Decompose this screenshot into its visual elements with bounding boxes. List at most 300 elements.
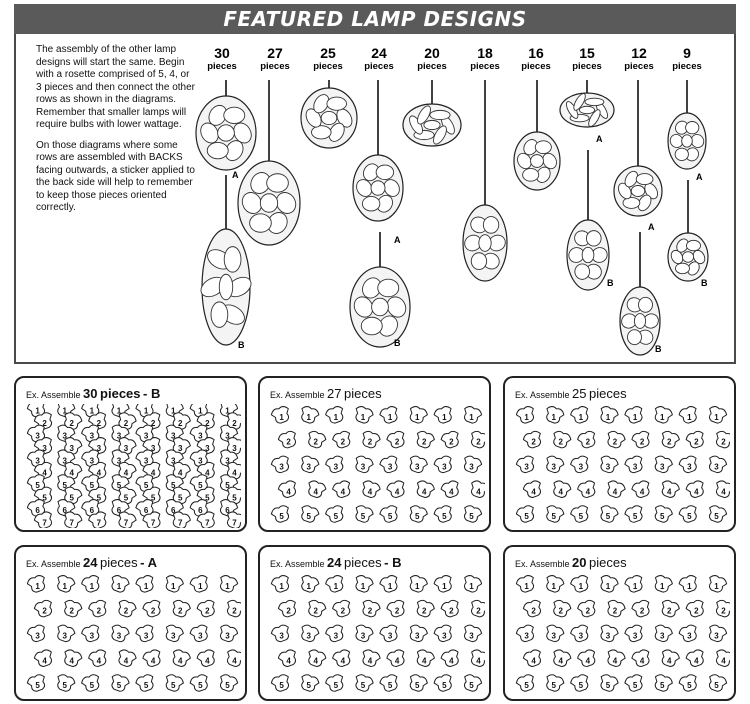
piece-row-number: 3 bbox=[687, 462, 692, 472]
piece-row-number: 2 bbox=[177, 606, 183, 616]
assembly-piece bbox=[678, 673, 700, 693]
assembly-piece bbox=[379, 623, 401, 643]
assembly-piece bbox=[108, 673, 130, 693]
piece-row-number: 2 bbox=[721, 437, 726, 447]
piece-row-number: 3 bbox=[89, 431, 95, 441]
piece-row-number: 1 bbox=[333, 412, 339, 422]
piece-row-number: 4 bbox=[205, 656, 210, 666]
assembly-piece bbox=[352, 673, 374, 693]
assembly-piece bbox=[270, 623, 292, 643]
piece-row-number: 3 bbox=[279, 462, 284, 472]
piece-row-number: 2 bbox=[639, 437, 645, 447]
piece-row-number: 7 bbox=[232, 518, 237, 528]
piece-row-number: 1 bbox=[62, 406, 67, 416]
piece-row-number: 5 bbox=[96, 493, 102, 503]
piece-row-number: 4 bbox=[42, 656, 47, 666]
assembly-piece bbox=[624, 454, 646, 474]
piece-row-number: 5 bbox=[659, 512, 665, 522]
piece-row-number: 5 bbox=[116, 681, 122, 691]
assembly-piece bbox=[522, 479, 544, 499]
assembly-piece bbox=[433, 574, 455, 594]
assembly-piece bbox=[217, 673, 239, 693]
column-header-24: 24 pieces bbox=[364, 45, 394, 72]
assembly-diagram bbox=[268, 573, 485, 697]
assembly-piece bbox=[433, 673, 455, 693]
assembly-piece bbox=[386, 599, 408, 619]
piece-row-number: 1 bbox=[714, 412, 719, 422]
assembly-piece bbox=[87, 599, 109, 619]
piece-row-number: 1 bbox=[387, 581, 393, 591]
piece-row-number: 5 bbox=[632, 512, 638, 522]
assembly-piece bbox=[379, 405, 401, 425]
assembly-piece bbox=[652, 504, 674, 524]
assembly-piece bbox=[270, 504, 292, 524]
assembly-piece bbox=[26, 574, 48, 594]
assembly-piece bbox=[543, 574, 565, 594]
assembly-piece bbox=[379, 673, 401, 693]
piece-row-number: 7 bbox=[150, 518, 156, 528]
piece-row-number: 3 bbox=[632, 462, 638, 472]
piece-row-number: 5 bbox=[632, 681, 638, 691]
piece-row-number: 3 bbox=[198, 456, 203, 466]
piece-row-number: 2 bbox=[286, 606, 291, 616]
piece-row-number: 5 bbox=[170, 681, 176, 691]
piece-row-number: 5 bbox=[578, 681, 584, 691]
assembly-piece bbox=[26, 673, 48, 693]
piece-row-number: 3 bbox=[35, 431, 40, 441]
piece-row-number: 4 bbox=[694, 487, 699, 497]
piece-row-number: 1 bbox=[333, 581, 339, 591]
assembly-piece bbox=[115, 599, 137, 619]
assembly-piece bbox=[706, 623, 728, 643]
assembly-piece bbox=[550, 648, 572, 668]
piece-row-number: 3 bbox=[714, 631, 719, 641]
piece-row-number: 7 bbox=[42, 518, 47, 528]
piece-row-number: 5 bbox=[232, 493, 237, 503]
piece-row-number: 2 bbox=[585, 437, 591, 447]
piece-row-number: 5 bbox=[714, 512, 719, 522]
assembly-piece bbox=[359, 648, 381, 668]
piece-row-number: 3 bbox=[333, 631, 339, 641]
piece-row-number: 1 bbox=[414, 581, 420, 591]
assembly-piece bbox=[33, 648, 55, 668]
piece-row-number: 1 bbox=[551, 412, 556, 422]
piece-row-number: 5 bbox=[469, 512, 474, 522]
piece-row-number: 4 bbox=[666, 487, 672, 497]
assembly-piece bbox=[569, 504, 591, 524]
piece-row-number: 5 bbox=[306, 681, 311, 691]
assembly-piece bbox=[324, 405, 346, 425]
piece-row-number: 1 bbox=[442, 412, 447, 422]
piece-row-number: 4 bbox=[340, 487, 346, 497]
assembly-piece bbox=[270, 574, 292, 594]
assembly-piece bbox=[659, 599, 681, 619]
panel-title: Ex. Assemble 24 pieces - A bbox=[26, 555, 157, 570]
label-15-a: A bbox=[596, 134, 603, 144]
assembly-piece bbox=[189, 574, 211, 594]
assembly-piece bbox=[624, 673, 646, 693]
piece-row-number: 3 bbox=[524, 631, 529, 641]
assembly-piece bbox=[597, 504, 619, 524]
piece-row-number: 5 bbox=[69, 493, 74, 503]
piece-row-number: 1 bbox=[89, 406, 95, 416]
column-header-30: 30 pieces bbox=[207, 45, 237, 72]
piece-row-number: 3 bbox=[333, 462, 339, 472]
assembly-piece bbox=[324, 454, 346, 474]
assembly-piece bbox=[461, 504, 483, 524]
piece-row-number: 5 bbox=[687, 681, 692, 691]
assembly-piece bbox=[631, 430, 653, 450]
assembly-piece bbox=[54, 574, 76, 594]
piece-row-number: 4 bbox=[666, 656, 672, 666]
assembly-diagram bbox=[513, 573, 730, 697]
assembly-piece bbox=[652, 574, 674, 594]
label-24-a: A bbox=[394, 235, 401, 245]
assembly-piece bbox=[305, 430, 327, 450]
piece-row-number: 2 bbox=[694, 606, 699, 616]
piece-row-number: 1 bbox=[524, 581, 529, 591]
assembly-piece bbox=[379, 504, 401, 524]
piece-row-number: 1 bbox=[605, 581, 611, 591]
piece-row-number: 4 bbox=[558, 656, 563, 666]
assembly-piece bbox=[678, 405, 700, 425]
piece-row-number: 1 bbox=[632, 412, 638, 422]
panel-title: Ex. Assemble 20 pieces bbox=[515, 555, 627, 570]
piece-row-number: 5 bbox=[170, 481, 176, 491]
piece-row-number: 2 bbox=[666, 606, 672, 616]
assembly-panel-25 bbox=[503, 376, 736, 532]
assembly-piece bbox=[569, 574, 591, 594]
assembly-piece bbox=[379, 454, 401, 474]
label-12-a: A bbox=[648, 222, 655, 232]
assembly-piece bbox=[324, 673, 346, 693]
assembly-piece bbox=[652, 673, 674, 693]
assembly-piece bbox=[550, 479, 572, 499]
piece-row-number: 4 bbox=[150, 656, 156, 666]
assembly-piece bbox=[468, 479, 485, 499]
assembly-diagram bbox=[513, 404, 730, 528]
piece-row-number: 3 bbox=[96, 443, 102, 453]
piece-row-number: 1 bbox=[387, 412, 393, 422]
assembly-piece bbox=[331, 479, 353, 499]
piece-row-number: 3 bbox=[35, 456, 40, 466]
assembly-piece bbox=[631, 648, 653, 668]
assembly-piece bbox=[550, 430, 572, 450]
assembly-piece bbox=[631, 479, 653, 499]
piece-row-number: 3 bbox=[578, 462, 584, 472]
assembly-piece bbox=[522, 599, 544, 619]
piece-row-number: 4 bbox=[232, 656, 237, 666]
piece-row-number: 3 bbox=[225, 456, 230, 466]
assembly-piece bbox=[142, 599, 164, 619]
piece-row-number: 3 bbox=[469, 462, 474, 472]
piece-row-number: 5 bbox=[198, 681, 203, 691]
piece-row-number: 5 bbox=[116, 481, 122, 491]
assembly-piece bbox=[224, 648, 241, 668]
piece-row-number: 5 bbox=[687, 512, 692, 522]
piece-row-number: 4 bbox=[449, 487, 454, 497]
piece-row-number: 2 bbox=[531, 606, 536, 616]
intro-paragraph-2: On those diagrams where some rows are assembled with BACKS facing outwards, a sticker applied to the back side will help to remember to keep those pieces oriented correctly. bbox=[36, 139, 195, 213]
piece-row-number: 3 bbox=[177, 443, 183, 453]
assembly-piece bbox=[685, 599, 707, 619]
piece-row-number: 5 bbox=[150, 493, 156, 503]
assembly-piece bbox=[142, 648, 164, 668]
piece-row-number: 2 bbox=[612, 606, 618, 616]
piece-row-number: 3 bbox=[143, 431, 149, 441]
piece-row-number: 1 bbox=[687, 412, 692, 422]
piece-row-number: 1 bbox=[360, 581, 366, 591]
assembly-piece bbox=[461, 673, 483, 693]
assembly-piece bbox=[631, 599, 653, 619]
panel-title: Ex. Assemble 24 pieces - B bbox=[270, 555, 402, 570]
assembly-piece bbox=[522, 648, 544, 668]
piece-row-number: 3 bbox=[469, 631, 474, 641]
assembly-piece bbox=[597, 405, 619, 425]
assembly-piece bbox=[576, 479, 598, 499]
assembly-piece bbox=[515, 623, 537, 643]
assembly-piece bbox=[407, 623, 429, 643]
assembly-piece bbox=[170, 648, 192, 668]
assembly-piece bbox=[597, 454, 619, 474]
assembly-piece bbox=[550, 599, 572, 619]
piece-row-number: 4 bbox=[476, 656, 481, 666]
assembly-piece bbox=[440, 599, 462, 619]
piece-row-number: 2 bbox=[476, 606, 481, 616]
assembly-piece bbox=[576, 430, 598, 450]
assembly-piece bbox=[685, 430, 707, 450]
piece-row-number: 3 bbox=[387, 631, 393, 641]
assembly-piece bbox=[170, 599, 192, 619]
assembly-piece bbox=[543, 405, 565, 425]
assembly-panel-27 bbox=[258, 376, 491, 532]
piece-row-number: 1 bbox=[687, 581, 692, 591]
assembly-piece bbox=[298, 623, 320, 643]
column-header-9: 9 pieces bbox=[672, 45, 702, 72]
piece-row-number: 1 bbox=[469, 581, 474, 591]
assembly-piece bbox=[515, 504, 537, 524]
label-15-b: B bbox=[607, 278, 614, 288]
piece-row-number: 1 bbox=[89, 581, 95, 591]
piece-row-number: 1 bbox=[632, 581, 638, 591]
piece-row-number: 4 bbox=[123, 468, 129, 478]
assembly-piece bbox=[414, 648, 436, 668]
piece-row-number: 4 bbox=[177, 468, 183, 478]
assembly-piece bbox=[305, 599, 327, 619]
assembly-piece bbox=[359, 599, 381, 619]
assembly-piece bbox=[569, 623, 591, 643]
piece-row-number: 7 bbox=[69, 518, 74, 528]
assembly-piece bbox=[652, 405, 674, 425]
assembly-piece bbox=[515, 574, 537, 594]
piece-row-number: 2 bbox=[394, 606, 400, 616]
assembly-piece bbox=[659, 430, 681, 450]
column-header-20: 20 pieces bbox=[417, 45, 447, 72]
piece-row-number: 5 bbox=[177, 493, 183, 503]
assembly-piece bbox=[576, 648, 598, 668]
piece-row-number: 2 bbox=[340, 437, 346, 447]
assembly-piece bbox=[468, 430, 485, 450]
piece-row-number: 5 bbox=[205, 493, 210, 503]
piece-row-number: 3 bbox=[170, 456, 176, 466]
piece-row-number: 3 bbox=[69, 443, 74, 453]
assembly-piece bbox=[324, 623, 346, 643]
piece-row-number: 3 bbox=[687, 631, 692, 641]
piece-row-number: 2 bbox=[394, 437, 400, 447]
piece-row-number: 1 bbox=[279, 581, 284, 591]
assembly-diagram bbox=[24, 404, 241, 528]
piece-row-number: 4 bbox=[367, 656, 373, 666]
assembly-piece bbox=[706, 673, 728, 693]
piece-row-number: 5 bbox=[360, 512, 366, 522]
piece-row-number: 3 bbox=[605, 631, 611, 641]
piece-row-number: 5 bbox=[35, 481, 40, 491]
piece-row-number: 2 bbox=[69, 606, 74, 616]
assembly-piece bbox=[652, 623, 674, 643]
piece-row-number: 2 bbox=[367, 437, 373, 447]
piece-row-number: 1 bbox=[469, 412, 474, 422]
assembly-piece bbox=[80, 623, 102, 643]
piece-row-number: 3 bbox=[35, 631, 40, 641]
piece-row-number: 6 bbox=[62, 505, 67, 515]
intro-paragraph-1: The assembly of the other lamp designs will start the same. Begin with a rosette comprised of 5, 4, or 3 pieces and then connect the other rows as shown in the diagrams. Remember that smaller lamps will require bulbs with lower wattage. bbox=[36, 44, 196, 130]
assembly-panel-24-a bbox=[14, 545, 247, 701]
assembly-piece bbox=[515, 673, 537, 693]
assembly-piece bbox=[298, 673, 320, 693]
column-header-25: 25 pieces bbox=[313, 45, 343, 72]
assembly-piece bbox=[713, 479, 730, 499]
piece-row-number: 4 bbox=[123, 656, 129, 666]
assembly-piece bbox=[433, 405, 455, 425]
piece-row-number: 4 bbox=[286, 487, 291, 497]
column-header-12: 12 pieces bbox=[624, 45, 654, 72]
piece-row-number: 3 bbox=[279, 631, 284, 641]
piece-row-number: 1 bbox=[414, 412, 420, 422]
assembly-piece bbox=[461, 405, 483, 425]
assembly-piece bbox=[522, 430, 544, 450]
piece-row-number: 2 bbox=[558, 606, 563, 616]
piece-row-number: 4 bbox=[694, 656, 699, 666]
assembly-piece bbox=[407, 673, 429, 693]
piece-row-number: 2 bbox=[721, 606, 726, 616]
assembly-piece bbox=[298, 574, 320, 594]
piece-row-number: 3 bbox=[714, 462, 719, 472]
piece-row-number: 5 bbox=[387, 512, 393, 522]
piece-row-number: 2 bbox=[449, 437, 454, 447]
assembly-piece bbox=[217, 574, 239, 594]
piece-row-number: 1 bbox=[306, 412, 311, 422]
piece-row-number: 4 bbox=[96, 468, 102, 478]
piece-row-number: 4 bbox=[721, 656, 726, 666]
piece-row-number: 5 bbox=[578, 512, 584, 522]
piece-row-number: 1 bbox=[225, 406, 230, 416]
assembly-piece bbox=[706, 574, 728, 594]
piece-row-number: 1 bbox=[198, 406, 203, 416]
piece-row-number: 5 bbox=[279, 512, 284, 522]
piece-row-number: 3 bbox=[198, 431, 203, 441]
label-30-a: A bbox=[232, 170, 239, 180]
assembly-piece bbox=[604, 479, 626, 499]
piece-row-number: 5 bbox=[551, 512, 556, 522]
piece-row-number: 1 bbox=[170, 581, 176, 591]
assembly-piece bbox=[189, 673, 211, 693]
label-24-b: B bbox=[394, 338, 401, 348]
piece-row-number: 5 bbox=[414, 681, 420, 691]
assembly-piece bbox=[135, 574, 157, 594]
piece-row-number: 1 bbox=[578, 412, 584, 422]
assembly-panel-30-b bbox=[14, 376, 247, 532]
assembly-piece bbox=[270, 454, 292, 474]
assembly-piece bbox=[433, 623, 455, 643]
assembly-piece bbox=[270, 405, 292, 425]
piece-row-number: 2 bbox=[666, 437, 672, 447]
piece-row-number: 5 bbox=[524, 681, 529, 691]
piece-row-number: 3 bbox=[225, 431, 230, 441]
assembly-piece bbox=[440, 430, 462, 450]
piece-row-number: 5 bbox=[442, 681, 447, 691]
piece-row-number: 2 bbox=[340, 606, 346, 616]
piece-row-number: 6 bbox=[198, 505, 203, 515]
piece-row-number: 3 bbox=[524, 462, 529, 472]
assembly-piece bbox=[678, 504, 700, 524]
piece-row-number: 1 bbox=[170, 406, 176, 416]
piece-row-number: 7 bbox=[96, 518, 102, 528]
piece-row-number: 5 bbox=[89, 681, 95, 691]
assembly-piece bbox=[597, 574, 619, 594]
piece-row-number: 1 bbox=[143, 581, 149, 591]
assembly-piece bbox=[135, 673, 157, 693]
piece-row-number: 2 bbox=[177, 419, 183, 429]
piece-row-number: 3 bbox=[170, 631, 176, 641]
piece-row-number: 4 bbox=[639, 656, 645, 666]
label-30-b: B bbox=[238, 340, 245, 350]
assembly-piece bbox=[108, 623, 130, 643]
piece-row-number: 3 bbox=[659, 631, 665, 641]
column-header-15: 15 pieces bbox=[572, 45, 602, 72]
assembly-piece bbox=[604, 648, 626, 668]
piece-row-number: 2 bbox=[449, 606, 454, 616]
piece-row-number: 6 bbox=[170, 505, 176, 515]
assembly-piece bbox=[163, 623, 185, 643]
piece-row-number: 4 bbox=[69, 468, 74, 478]
assembly-piece bbox=[61, 648, 83, 668]
assembly-piece bbox=[196, 648, 218, 668]
assembly-piece bbox=[298, 405, 320, 425]
piece-row-number: 2 bbox=[531, 437, 536, 447]
piece-row-number: 3 bbox=[578, 631, 584, 641]
piece-row-number: 5 bbox=[143, 481, 149, 491]
assembly-piece bbox=[217, 623, 239, 643]
piece-row-number: 4 bbox=[639, 487, 645, 497]
assembly-piece bbox=[624, 405, 646, 425]
assembly-piece bbox=[713, 599, 730, 619]
label-9-b: B bbox=[701, 278, 708, 288]
assembly-piece bbox=[224, 599, 241, 619]
panel-title: Ex. Assemble 27 pieces bbox=[270, 386, 382, 401]
piece-row-number: 4 bbox=[531, 656, 536, 666]
piece-row-number: 3 bbox=[205, 443, 210, 453]
assembly-piece bbox=[324, 504, 346, 524]
piece-row-number: 4 bbox=[177, 656, 183, 666]
assembly-piece bbox=[414, 430, 436, 450]
piece-row-number: 3 bbox=[143, 631, 149, 641]
piece-row-number: 1 bbox=[225, 581, 230, 591]
assembly-piece bbox=[80, 673, 102, 693]
piece-row-number: 1 bbox=[360, 412, 366, 422]
piece-row-number: 2 bbox=[150, 606, 156, 616]
piece-row-number: 5 bbox=[551, 681, 556, 691]
assembly-piece bbox=[440, 479, 462, 499]
